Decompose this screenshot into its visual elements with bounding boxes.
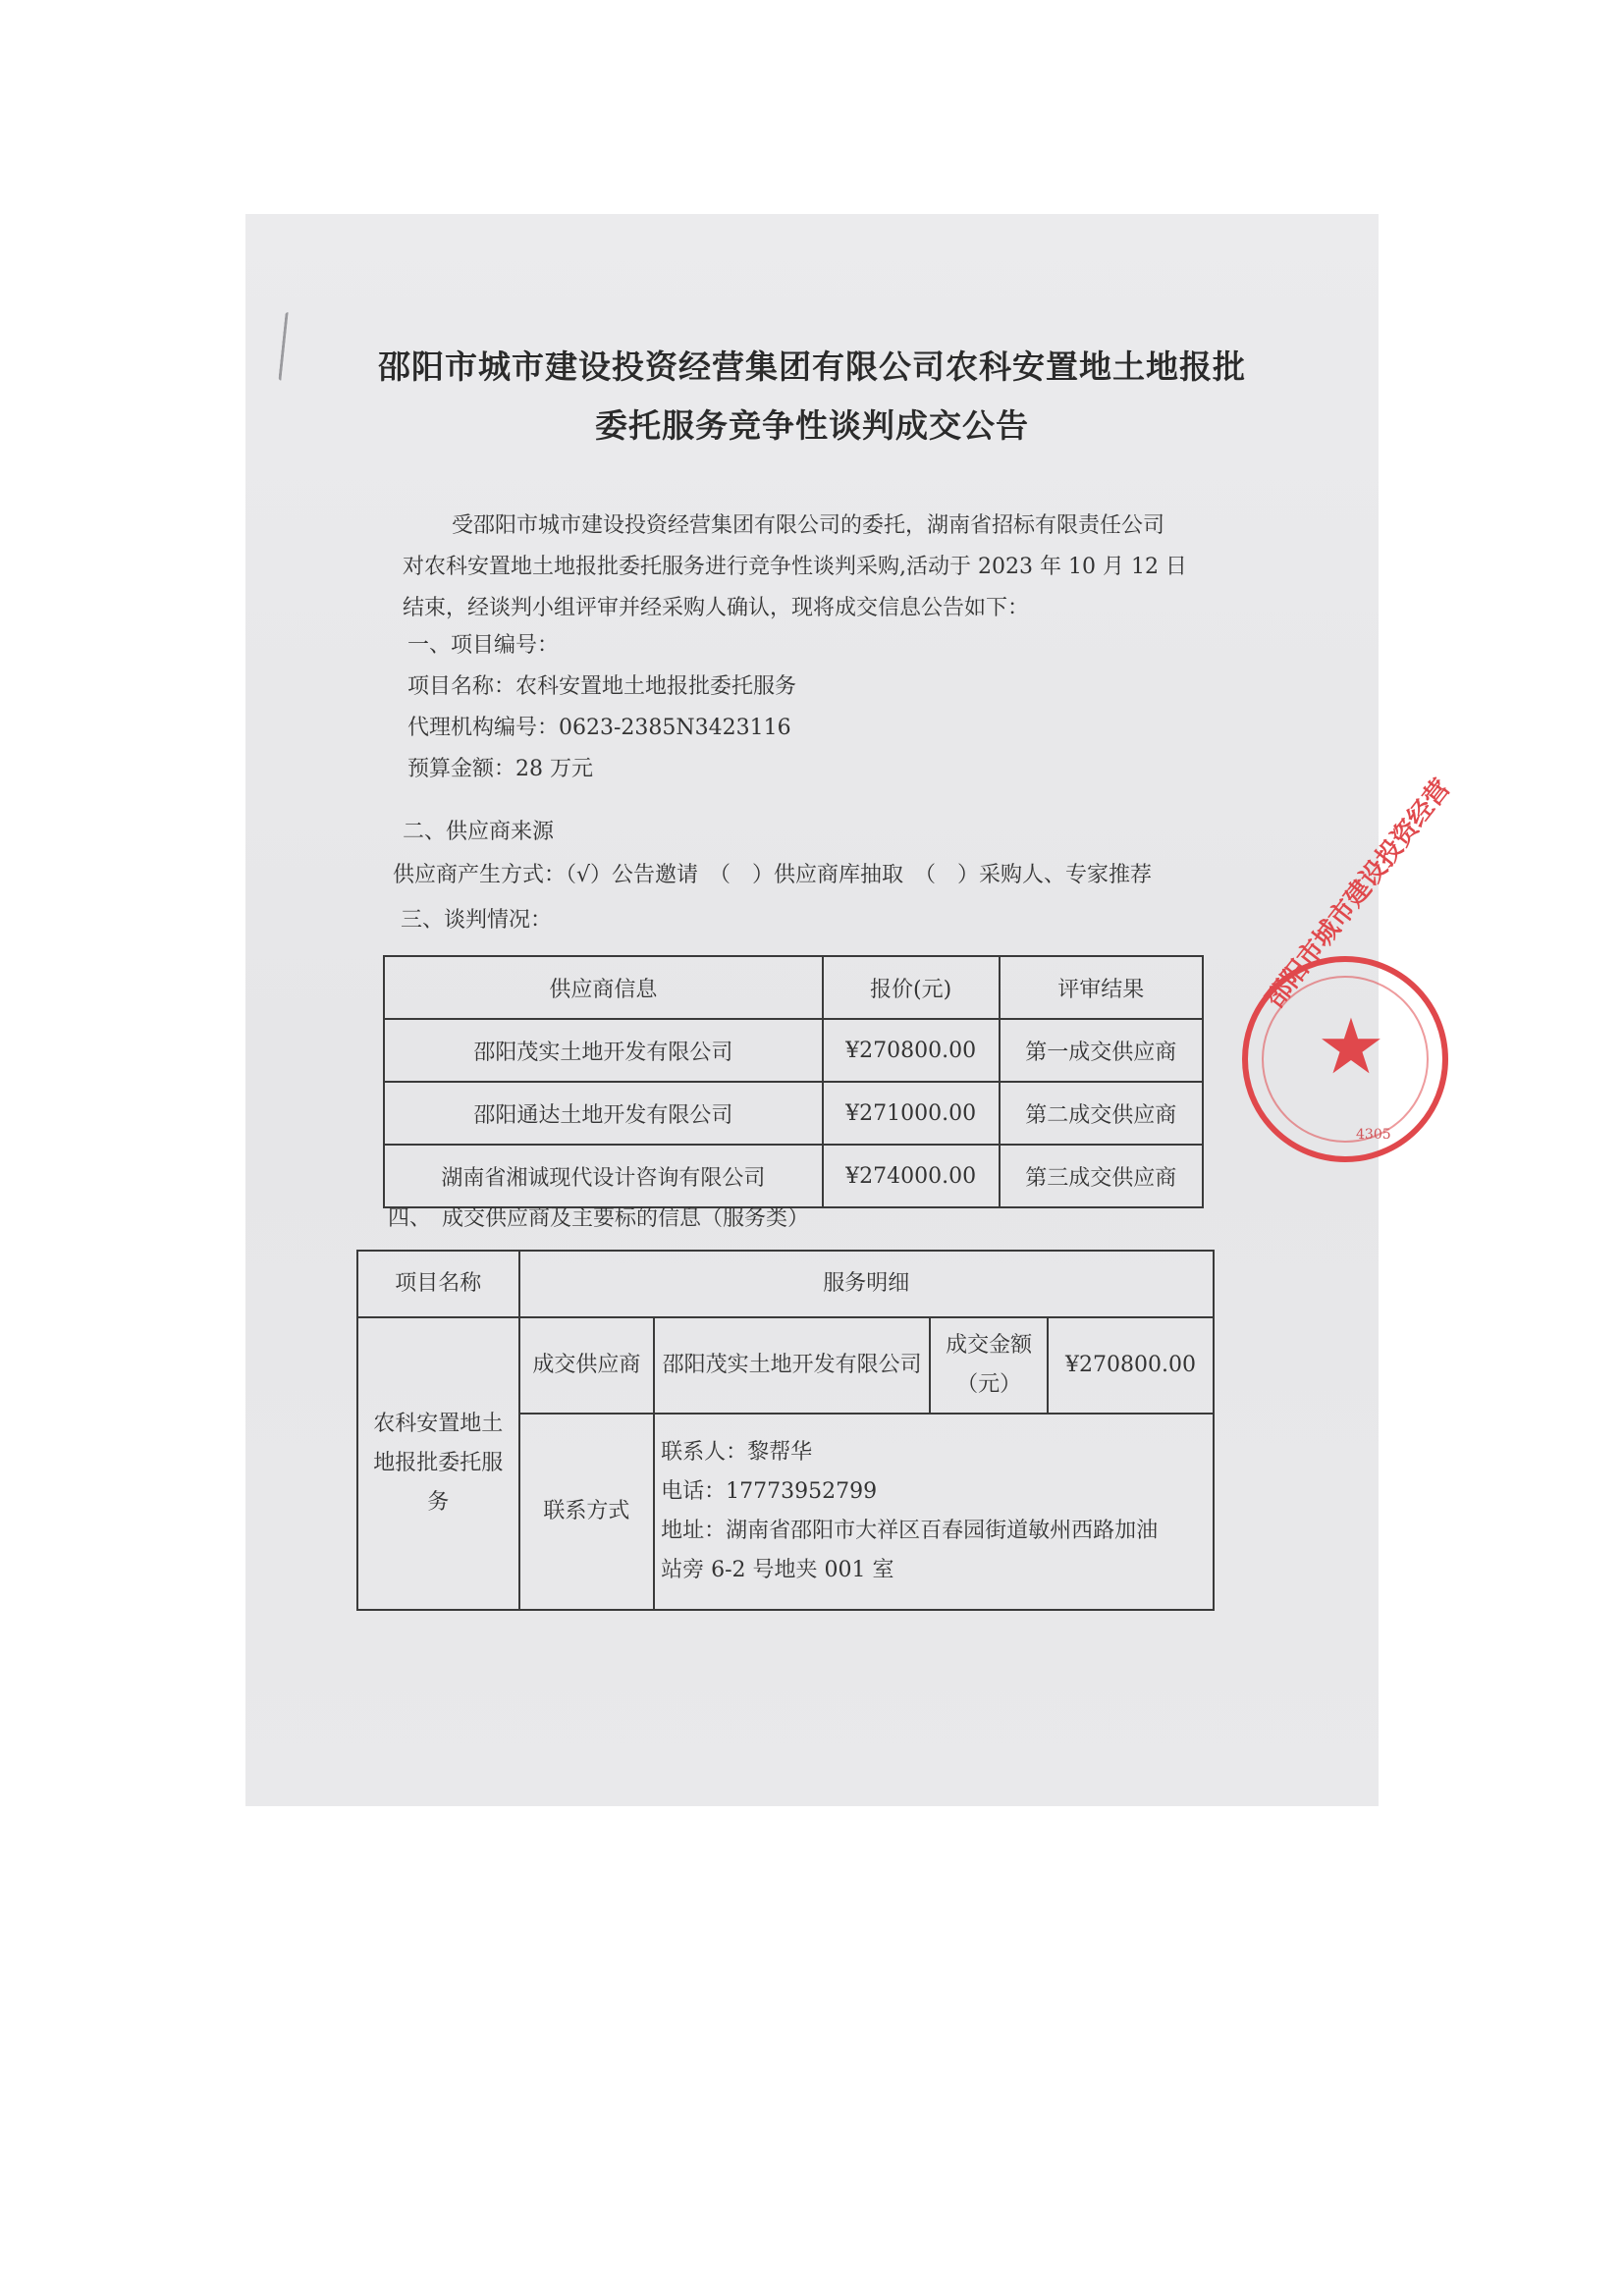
project-cell: 农科安置地土地报批委托服务 (357, 1317, 519, 1610)
table-row (384, 1082, 1203, 1145)
table-header-row (357, 1251, 1214, 1317)
table-header-row (384, 956, 1203, 1019)
table-row (384, 1145, 1203, 1207)
supplier-name-cell: 湖南省湘诚现代设计咨询有限公司 (384, 1145, 823, 1207)
budget: 预算金额：28 万元 (407, 757, 593, 781)
contact-phone: 电话：17773952799 (661, 1479, 878, 1504)
paper-clip-mark (278, 312, 293, 381)
award-table (356, 1250, 1215, 1611)
intro-line-1: 受邵阳市城市建设投资经营集团有限公司的委托，湖南省招标有限责任公司 (452, 513, 1165, 538)
table-row (357, 1317, 1214, 1414)
contact-address-line-1: 地址：湖南省邵阳市大祥区百春园街道敏州西路加油 (661, 1519, 1159, 1543)
section4-heading: 四、 成交供应商及主要标的信息（服务类） (388, 1206, 810, 1231)
negotiation-table (383, 955, 1204, 1208)
supplier-name-cell: 邵阳茂实土地开发有限公司 (384, 1019, 823, 1082)
document-photo (245, 214, 1457, 1806)
official-seal (1242, 774, 1457, 1162)
section3-heading: 三、谈判情况： (401, 908, 553, 933)
title-line-1: 邵阳市城市建设投资经营集团有限公司农科安置地土地报批 (378, 347, 1246, 386)
section2-heading: 二、供应商来源 (403, 820, 555, 844)
table-row (384, 1019, 1203, 1082)
header-cell: 供应商信息 (384, 956, 823, 1019)
contact-details-cell (654, 1414, 1214, 1610)
supplier-name-cell: 邵阳茂实土地开发有限公司 (654, 1317, 930, 1414)
project-name: 项目名称：农科安置地土地报批委托服务 (407, 674, 797, 699)
contact-address-line-2: 站旁 6-2 号地夹 001 室 (661, 1558, 894, 1582)
amount-label-cell: 成交金额（元） (930, 1317, 1048, 1414)
supplier-name-cell: 邵阳通达土地开发有限公司 (384, 1082, 823, 1145)
seal-code: 4305 (1356, 1127, 1391, 1143)
intro-line-2: 对农科安置地土地报批委托服务进行竞争性谈判采购,活动于 2023 年 10 月 12 日 (403, 555, 1187, 579)
contact-person: 联系人：黎帮华 (661, 1440, 813, 1465)
quote-cell: ¥270800.00 (823, 1019, 1000, 1082)
result-cell: 第三成交供应商 (1000, 1145, 1203, 1207)
title-line-2: 委托服务竞争性谈判成交公告 (595, 406, 1029, 445)
intro-line-3: 结束，经谈判小组评审并经采购人确认，现将成交信息公告如下： (403, 596, 1030, 620)
header-cell: 评审结果 (1000, 956, 1203, 1019)
header-cell: 报价(元) (823, 956, 1000, 1019)
seal-star-icon: ★ (1317, 1003, 1385, 1092)
agency-number: 代理机构编号：0623-2385N3423116 (407, 716, 791, 740)
supplier-label-cell: 成交供应商 (519, 1317, 655, 1414)
section1-heading: 一、项目编号： (407, 633, 560, 658)
header-cell: 项目名称 (357, 1251, 519, 1317)
quote-cell: ¥271000.00 (823, 1082, 1000, 1145)
contact-label-cell: 联系方式 (519, 1414, 655, 1610)
result-cell: 第一成交供应商 (1000, 1019, 1203, 1082)
seal-text: 邵阳市城市建设投资经营 (1260, 774, 1457, 1014)
result-cell: 第二成交供应商 (1000, 1082, 1203, 1145)
amount-cell: ¥270800.00 (1048, 1317, 1214, 1414)
header-cell: 服务明细 (519, 1251, 1214, 1317)
supplier-method: 供应商产生方式：（√）公告邀请 （ ）供应商库抽取 （ ）采购人、专家推荐 (393, 863, 1153, 887)
quote-cell: ¥274000.00 (823, 1145, 1000, 1207)
